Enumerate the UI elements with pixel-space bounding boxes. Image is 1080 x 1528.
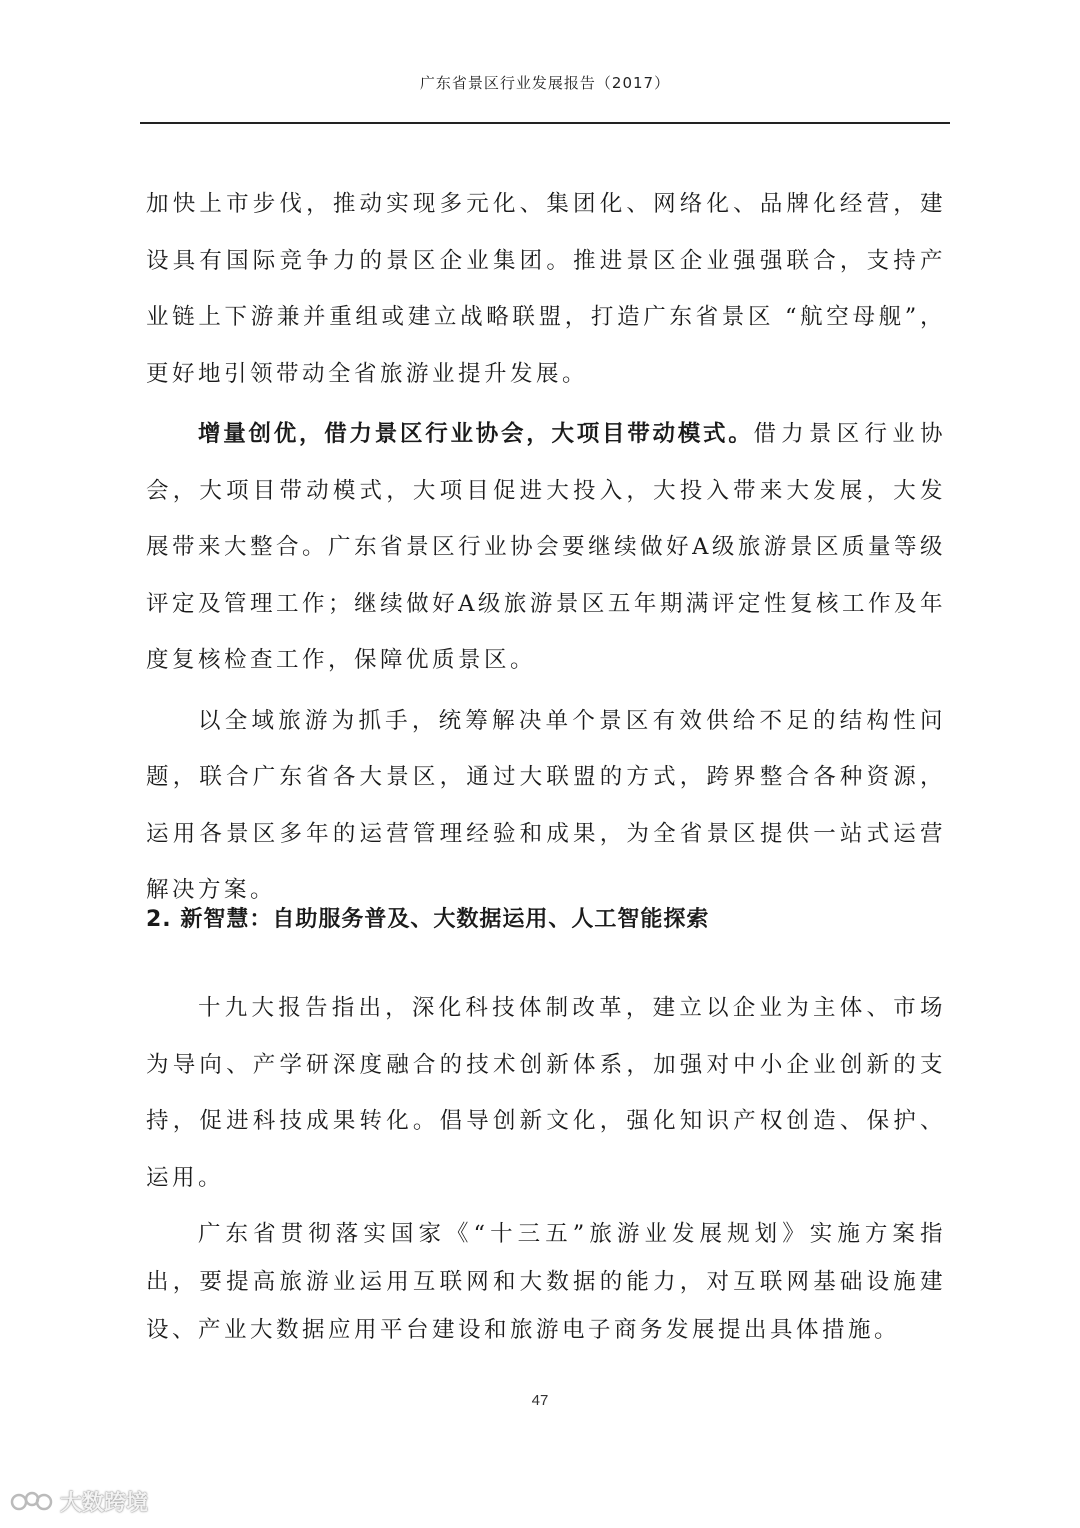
paragraph-2-lead: 增量创优，借力景区行业协会，大项目带动模式。: [198, 421, 754, 447]
watermark: [10, 1484, 148, 1518]
watermark-text: 大数跨境: [60, 1490, 149, 1516]
header-rule: [140, 122, 950, 124]
watermark-logo-icon: [10, 1487, 54, 1515]
paragraph-2: [146, 406, 946, 689]
paragraph-2-rest: 借力景区行业协会，大项目带动模式，大项目促进大投入，大投入带来大发展，大发展带来大整合。广东省景区行业协会要继续做好A级旅游景区质量等级评定及管理工作；继续做好A级旅游景区五年期满评定性复核工作及年度复核检查工作，保障优质景区。: [146, 421, 946, 673]
body-block-top: [146, 176, 946, 919]
page-number: 47: [531, 1392, 549, 1409]
paragraph-5: 广东省贯彻落实国家《“十三五”旅游业发展规划》实施方案指出，要提高旅游业运用互联网和大数据的能力，对互联网基础设施建设、产业大数据应用平台建设和旅游电子商务发展提出具体措施。: [146, 1221, 946, 1343]
running-header: 广东省景区行业发展报告（2017）: [419, 74, 671, 92]
paragraph-4: 十九大报告指出，深化科技体制改革，建立以企业为主体、市场为导向、产学研深度融合的技术创新体系，加强对中小企业创新的支持，促进科技成果转化。倡导创新文化，强化知识产权创造、保护、运用。: [146, 995, 946, 1191]
section-heading: 2. 新智慧：自助服务普及、大数据运用、人工智能探索: [146, 907, 710, 932]
paragraph-1: 加快上市步伐，推动实现多元化、集团化、网络化、品牌化经营，建设具有国际竞争力的景区企业集团。推进景区企业强强联合，支持产业链上下游兼并重组或建立战略联盟，打造广东省景区 “航空母舰”，更好地引领带动全省旅游业提升发展。: [146, 191, 946, 387]
paragraph-3: 以全域旅游为抓手，统筹解决单个景区有效供给不足的结构性问题，联合广东省各大景区，通过大联盟的方式，跨界整合各种资源，运用各景区多年的运营管理经验和成果，为全省景区提供一站式运营解决方案。: [146, 707, 946, 903]
body-block-bottom: [146, 980, 946, 1354]
